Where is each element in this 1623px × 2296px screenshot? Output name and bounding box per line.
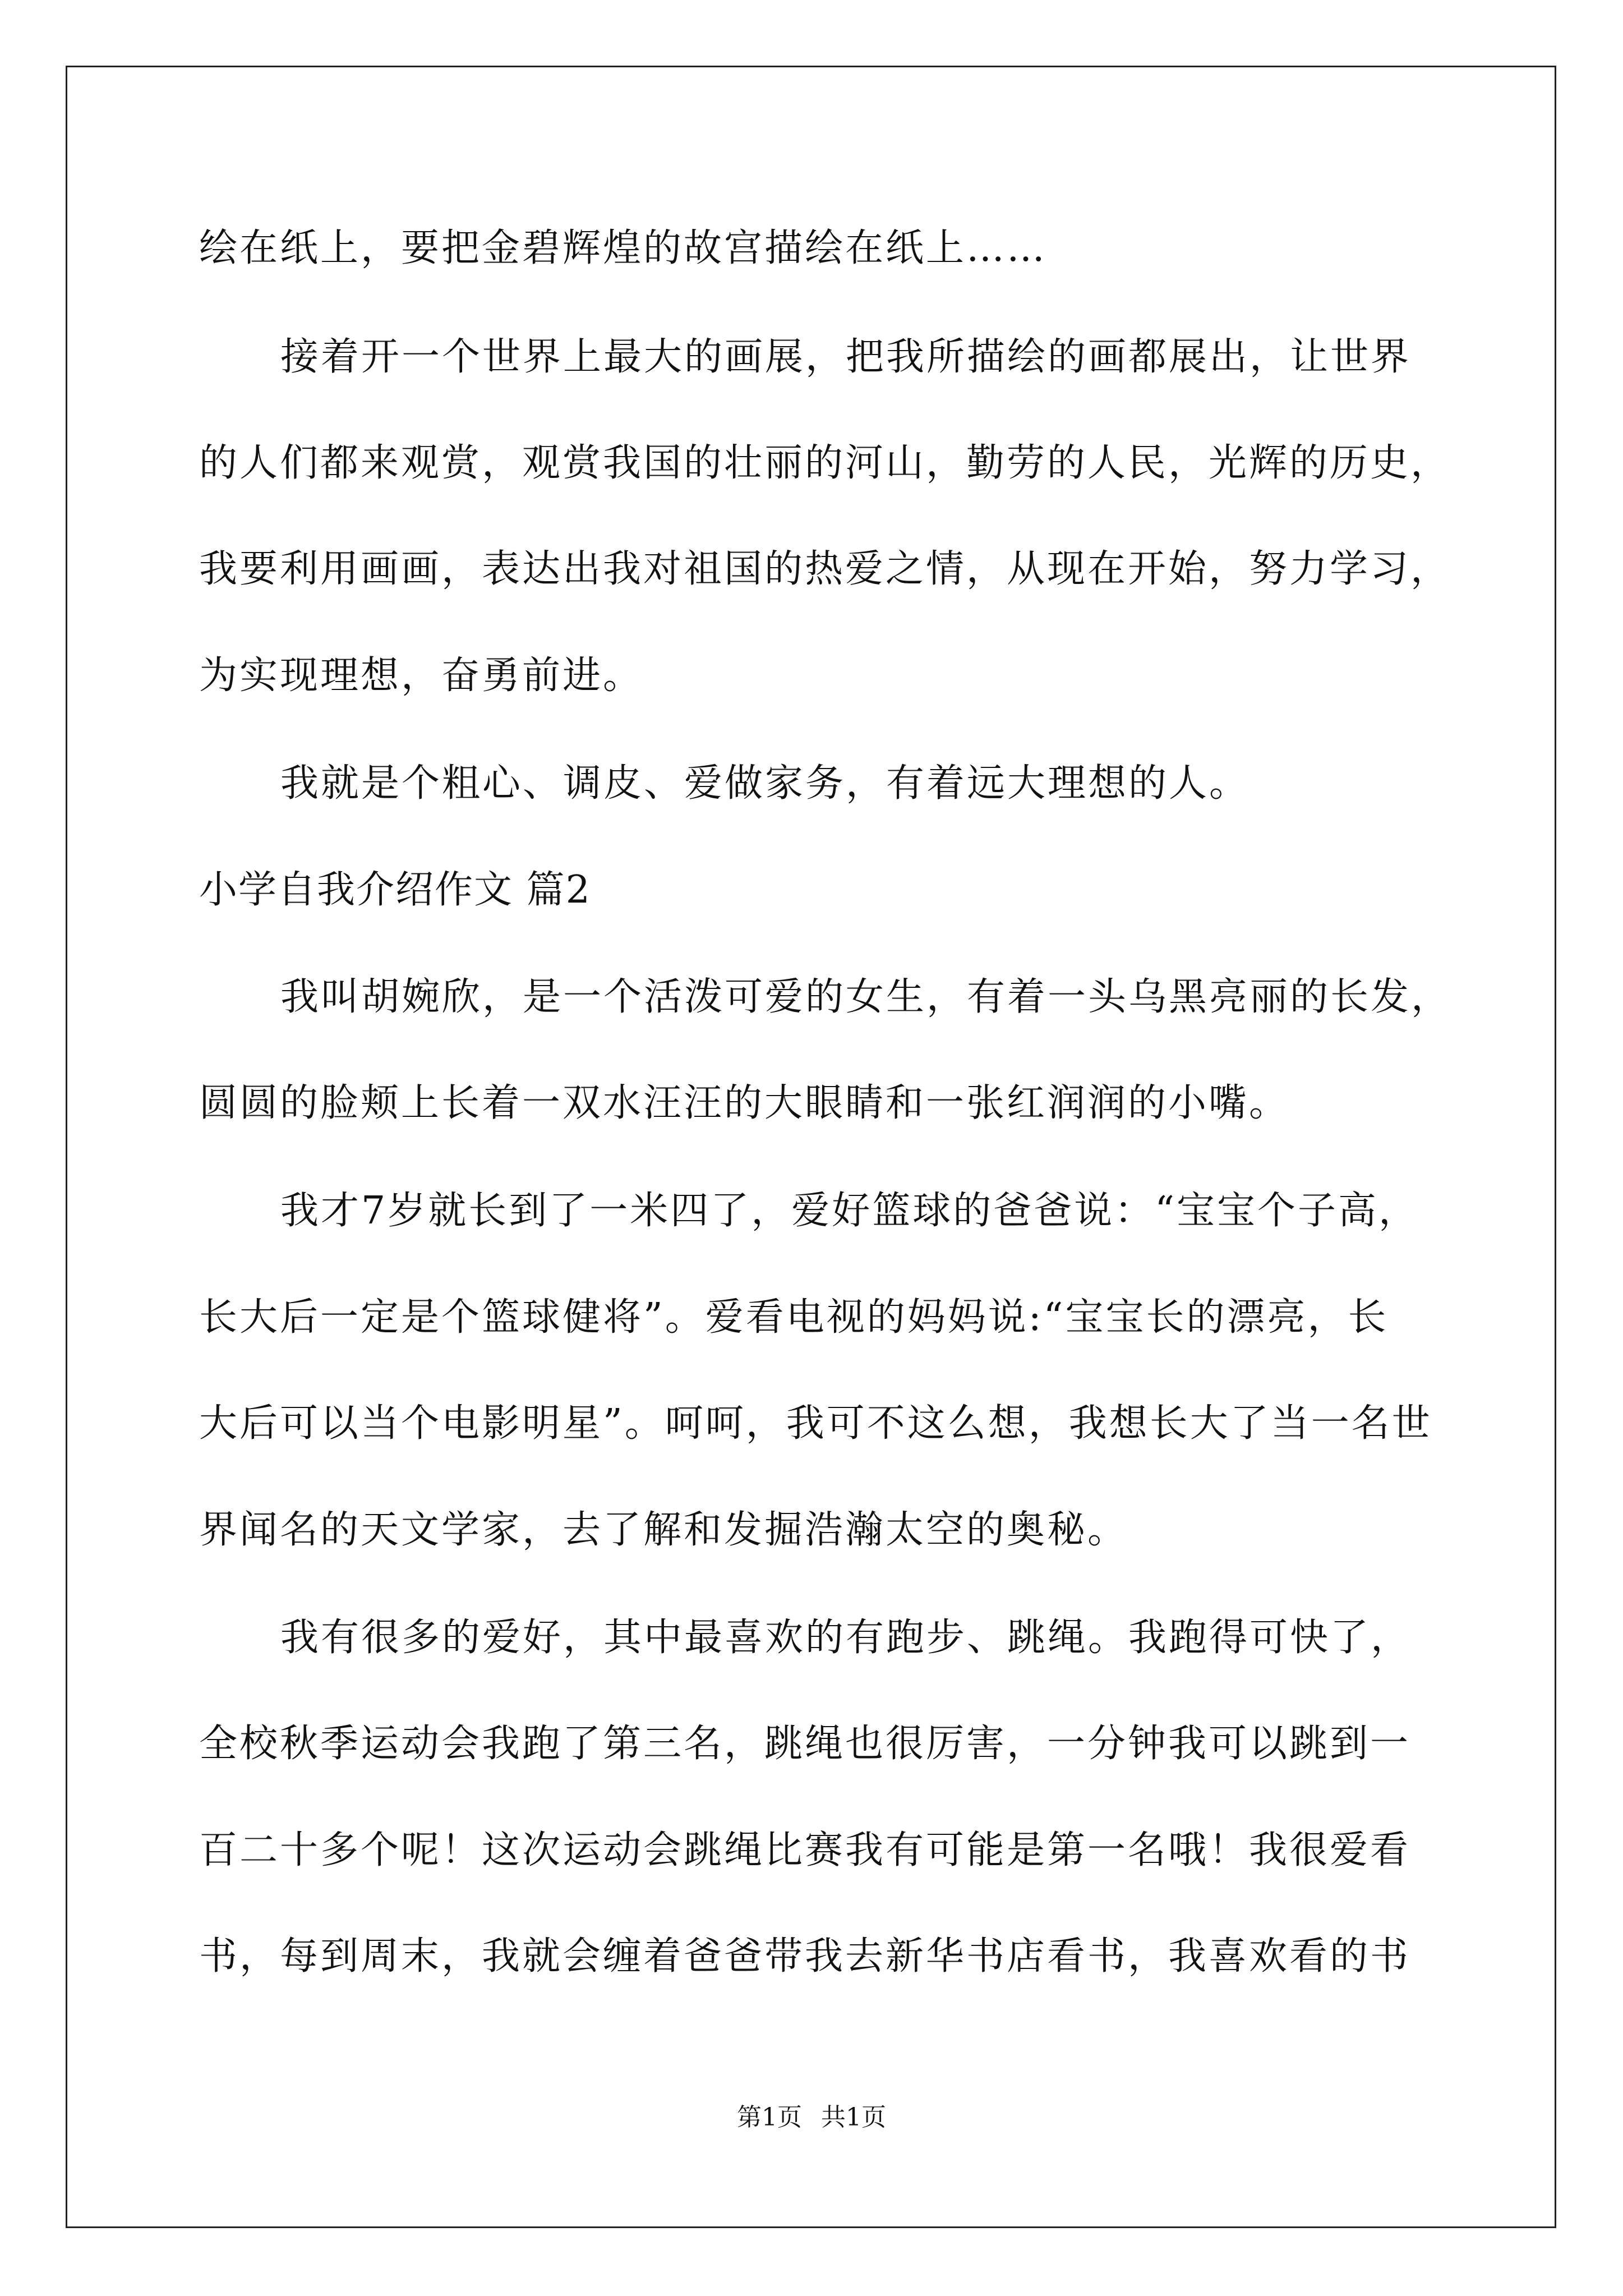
page-footer — [0, 2101, 1623, 2134]
paragraph-line: 百二十多个呢！这次运动会跳绳比赛我有可能是第一名哦！我很爱看 — [199, 1828, 1411, 1872]
paragraph-line: 全校秋季运动会我跑了第三名，跳绳也很厉害，一分钟我可以跳到一 — [199, 1722, 1411, 1766]
paragraph-line: 为实现理想，奋勇前进。 — [199, 654, 644, 698]
paragraph-line: 界闻名的天文学家，去了解和发掘浩瀚太空的奥秘。 — [199, 1508, 1128, 1552]
paragraph-line: 我叫胡婉欣，是一个活泼可爱的女生，有着一头乌黑亮丽的长发， — [280, 975, 1452, 1019]
page-number: 第1页 — [737, 2103, 802, 2132]
section-heading: 小学自我介绍作文 篇2 — [199, 868, 591, 912]
paragraph-line: 的人们都来观赏，观赏我国的壮丽的河山，勤劳的人民，光辉的历史， — [199, 441, 1451, 485]
paragraph-line: 我就是个粗心、调皮、爱做家务，有着远大理想的人。 — [280, 761, 1250, 806]
paragraph-line: 长大后一定是个篮球健将”。爱看电视的妈妈说:“宝宝长的漂亮，长 — [199, 1295, 1389, 1340]
paragraph-line: 圆圆的脸颊上长着一双水汪汪的大眼睛和一张红润润的小嘴。 — [199, 1081, 1290, 1125]
paragraph-line: 绘在纸上，要把金碧辉煌的故宫描绘在纸上…… — [199, 226, 1048, 270]
paragraph-line: 我要利用画画，表达出我对祖国的热爱之情，从现在开始，努力学习， — [199, 547, 1451, 591]
paragraph-line: 书，每到周末，我就会缠着爸爸带我去新华书店看书，我喜欢看的书 — [199, 1934, 1411, 1978]
paragraph-line: 大后可以当个电影明星”。呵呵，我可不这么想，我想长大了当一名世 — [199, 1401, 1432, 1446]
page-total: 共1页 — [821, 2103, 886, 2132]
paragraph-line: 我才7岁就长到了一米四了，爱好篮球的爸爸说：“宝宝个子高， — [280, 1189, 1419, 1233]
page-border — [66, 66, 1556, 2228]
paragraph-line: 接着开一个世界上最大的画展，把我所描绘的画都展出，让世界 — [280, 335, 1412, 379]
paragraph-line: 我有很多的爱好，其中最喜欢的有跑步、跳绳。我跑得可快了， — [280, 1616, 1412, 1660]
